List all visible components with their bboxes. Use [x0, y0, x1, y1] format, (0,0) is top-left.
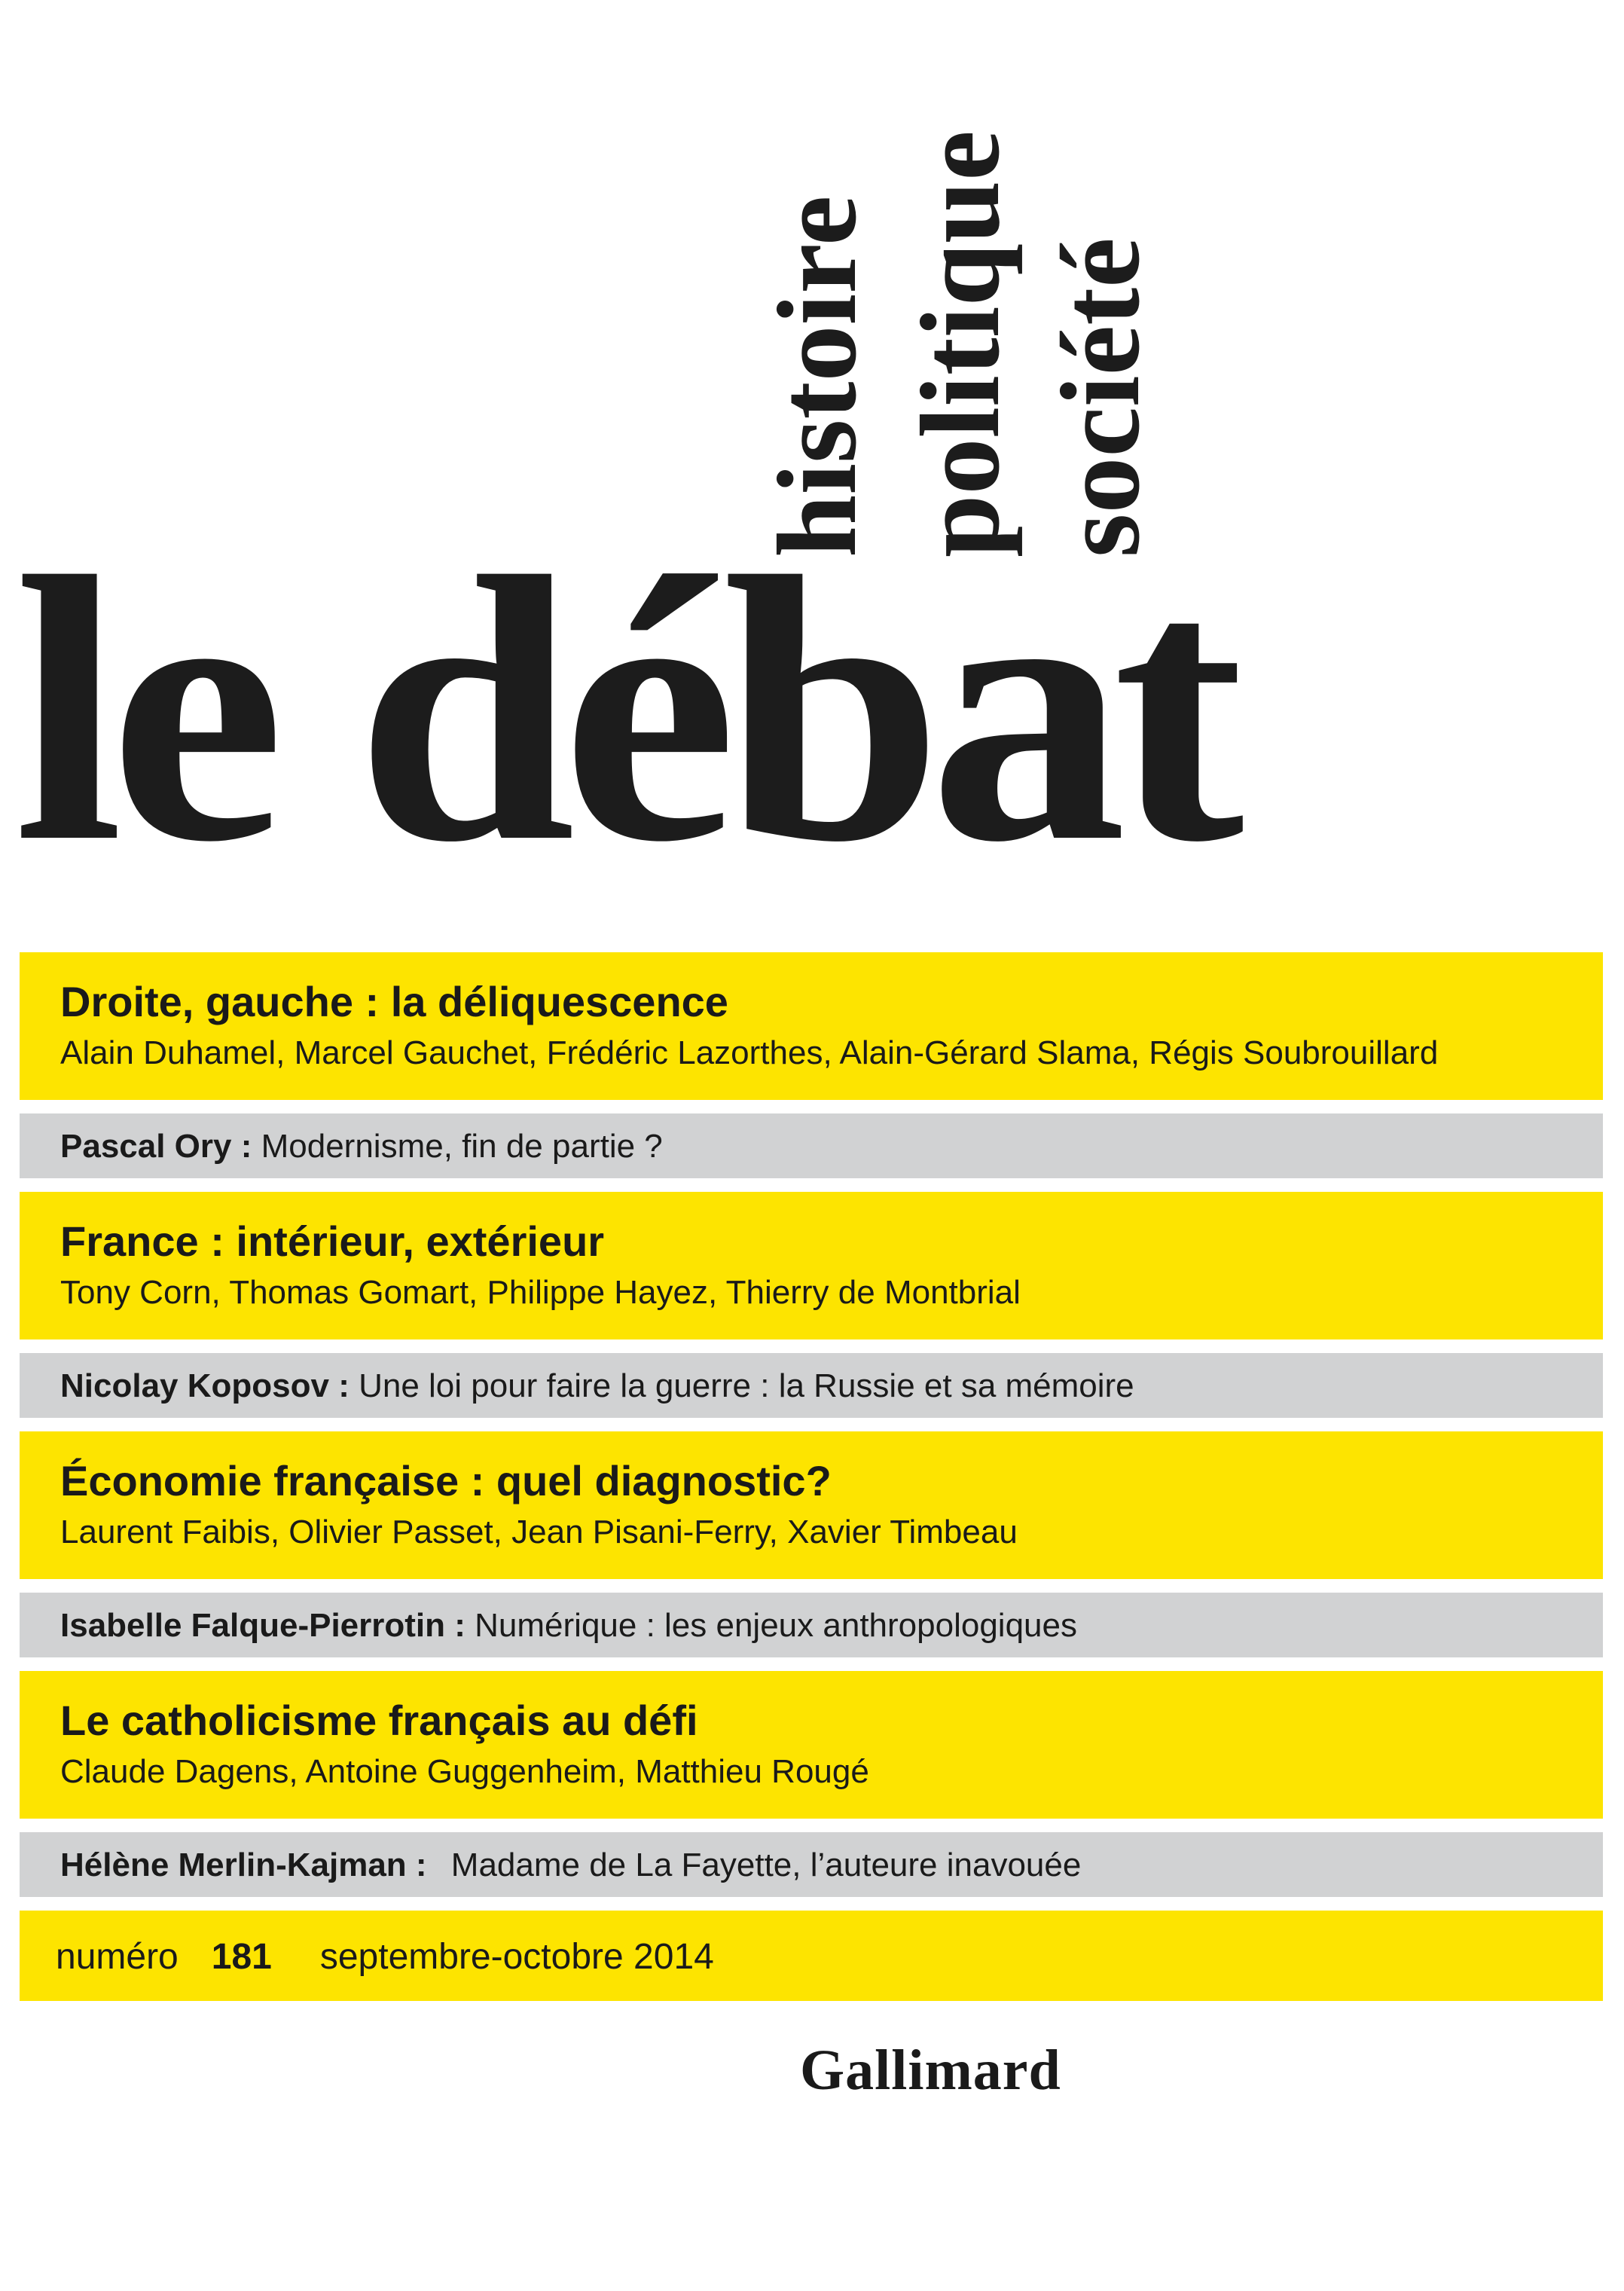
feature-title: Droite, gauche : la déliquescence [60, 978, 728, 1025]
masthead [0, 0, 1624, 919]
feature-title: Économie française : quel diagnostic? [60, 1457, 832, 1504]
article-author: Isabelle Falque-Pierrotin : [60, 1607, 466, 1644]
feature-authors: Claude Dagens, Antoine Guggenheim, Matthieu Rougé [60, 1753, 869, 1790]
feature-section-3 [20, 1431, 1603, 1579]
article-title: Une loi pour faire la guerre : la Russie et sa mémoire [359, 1367, 1134, 1404]
article-title: Modernisme, fin de partie ? [261, 1128, 663, 1165]
issue-label: numéro [56, 1937, 179, 1977]
issue-band [20, 1911, 1603, 2001]
article-title: Numérique : les enjeux anthropologiques [475, 1607, 1077, 1644]
issue-number: 181 [211, 1937, 272, 1977]
feature-section-2 [20, 1192, 1603, 1339]
article-author: Nicolay Koposov : [60, 1367, 350, 1404]
feature-title: Le catholicisme français au défi [60, 1697, 698, 1744]
feature-title: France : intérieur, extérieur [60, 1217, 605, 1265]
feature-authors: Alain Duhamel, Marcel Gauchet, Frédéric Lazorthes, Alain-Gérard Slama, Régis Soubrouillard [60, 1034, 1439, 1071]
article-author: Pascal Ory : [60, 1128, 252, 1165]
issue-date: septembre-octobre 2014 [319, 1937, 714, 1977]
subtitle-politique: politique [898, 130, 1023, 557]
subtitle-societe: société [1038, 237, 1163, 557]
single-article-3 [20, 1593, 1603, 1657]
single-article-2 [20, 1353, 1603, 1418]
feature-section-4 [20, 1671, 1603, 1819]
single-article-1 [20, 1113, 1603, 1178]
subtitle-histoire: histoire [755, 195, 880, 557]
article-title: Madame de La Fayette, l’auteure inavouée [450, 1847, 1082, 1883]
publisher-name: Gallimard [800, 2039, 1061, 2102]
feature-authors: Laurent Faibis, Olivier Passet, Jean Pisani-Ferry, Xavier Timbeau [60, 1514, 1018, 1550]
article-author: Hélène Merlin-Kajman : [60, 1847, 427, 1883]
single-article-4 [20, 1832, 1603, 1897]
feature-authors: Tony Corn, Thomas Gomart, Philippe Hayez, Thierry de Montbrial [60, 1274, 1021, 1311]
magazine-logo: le débat [14, 499, 1231, 921]
feature-section-1 [20, 952, 1603, 1100]
